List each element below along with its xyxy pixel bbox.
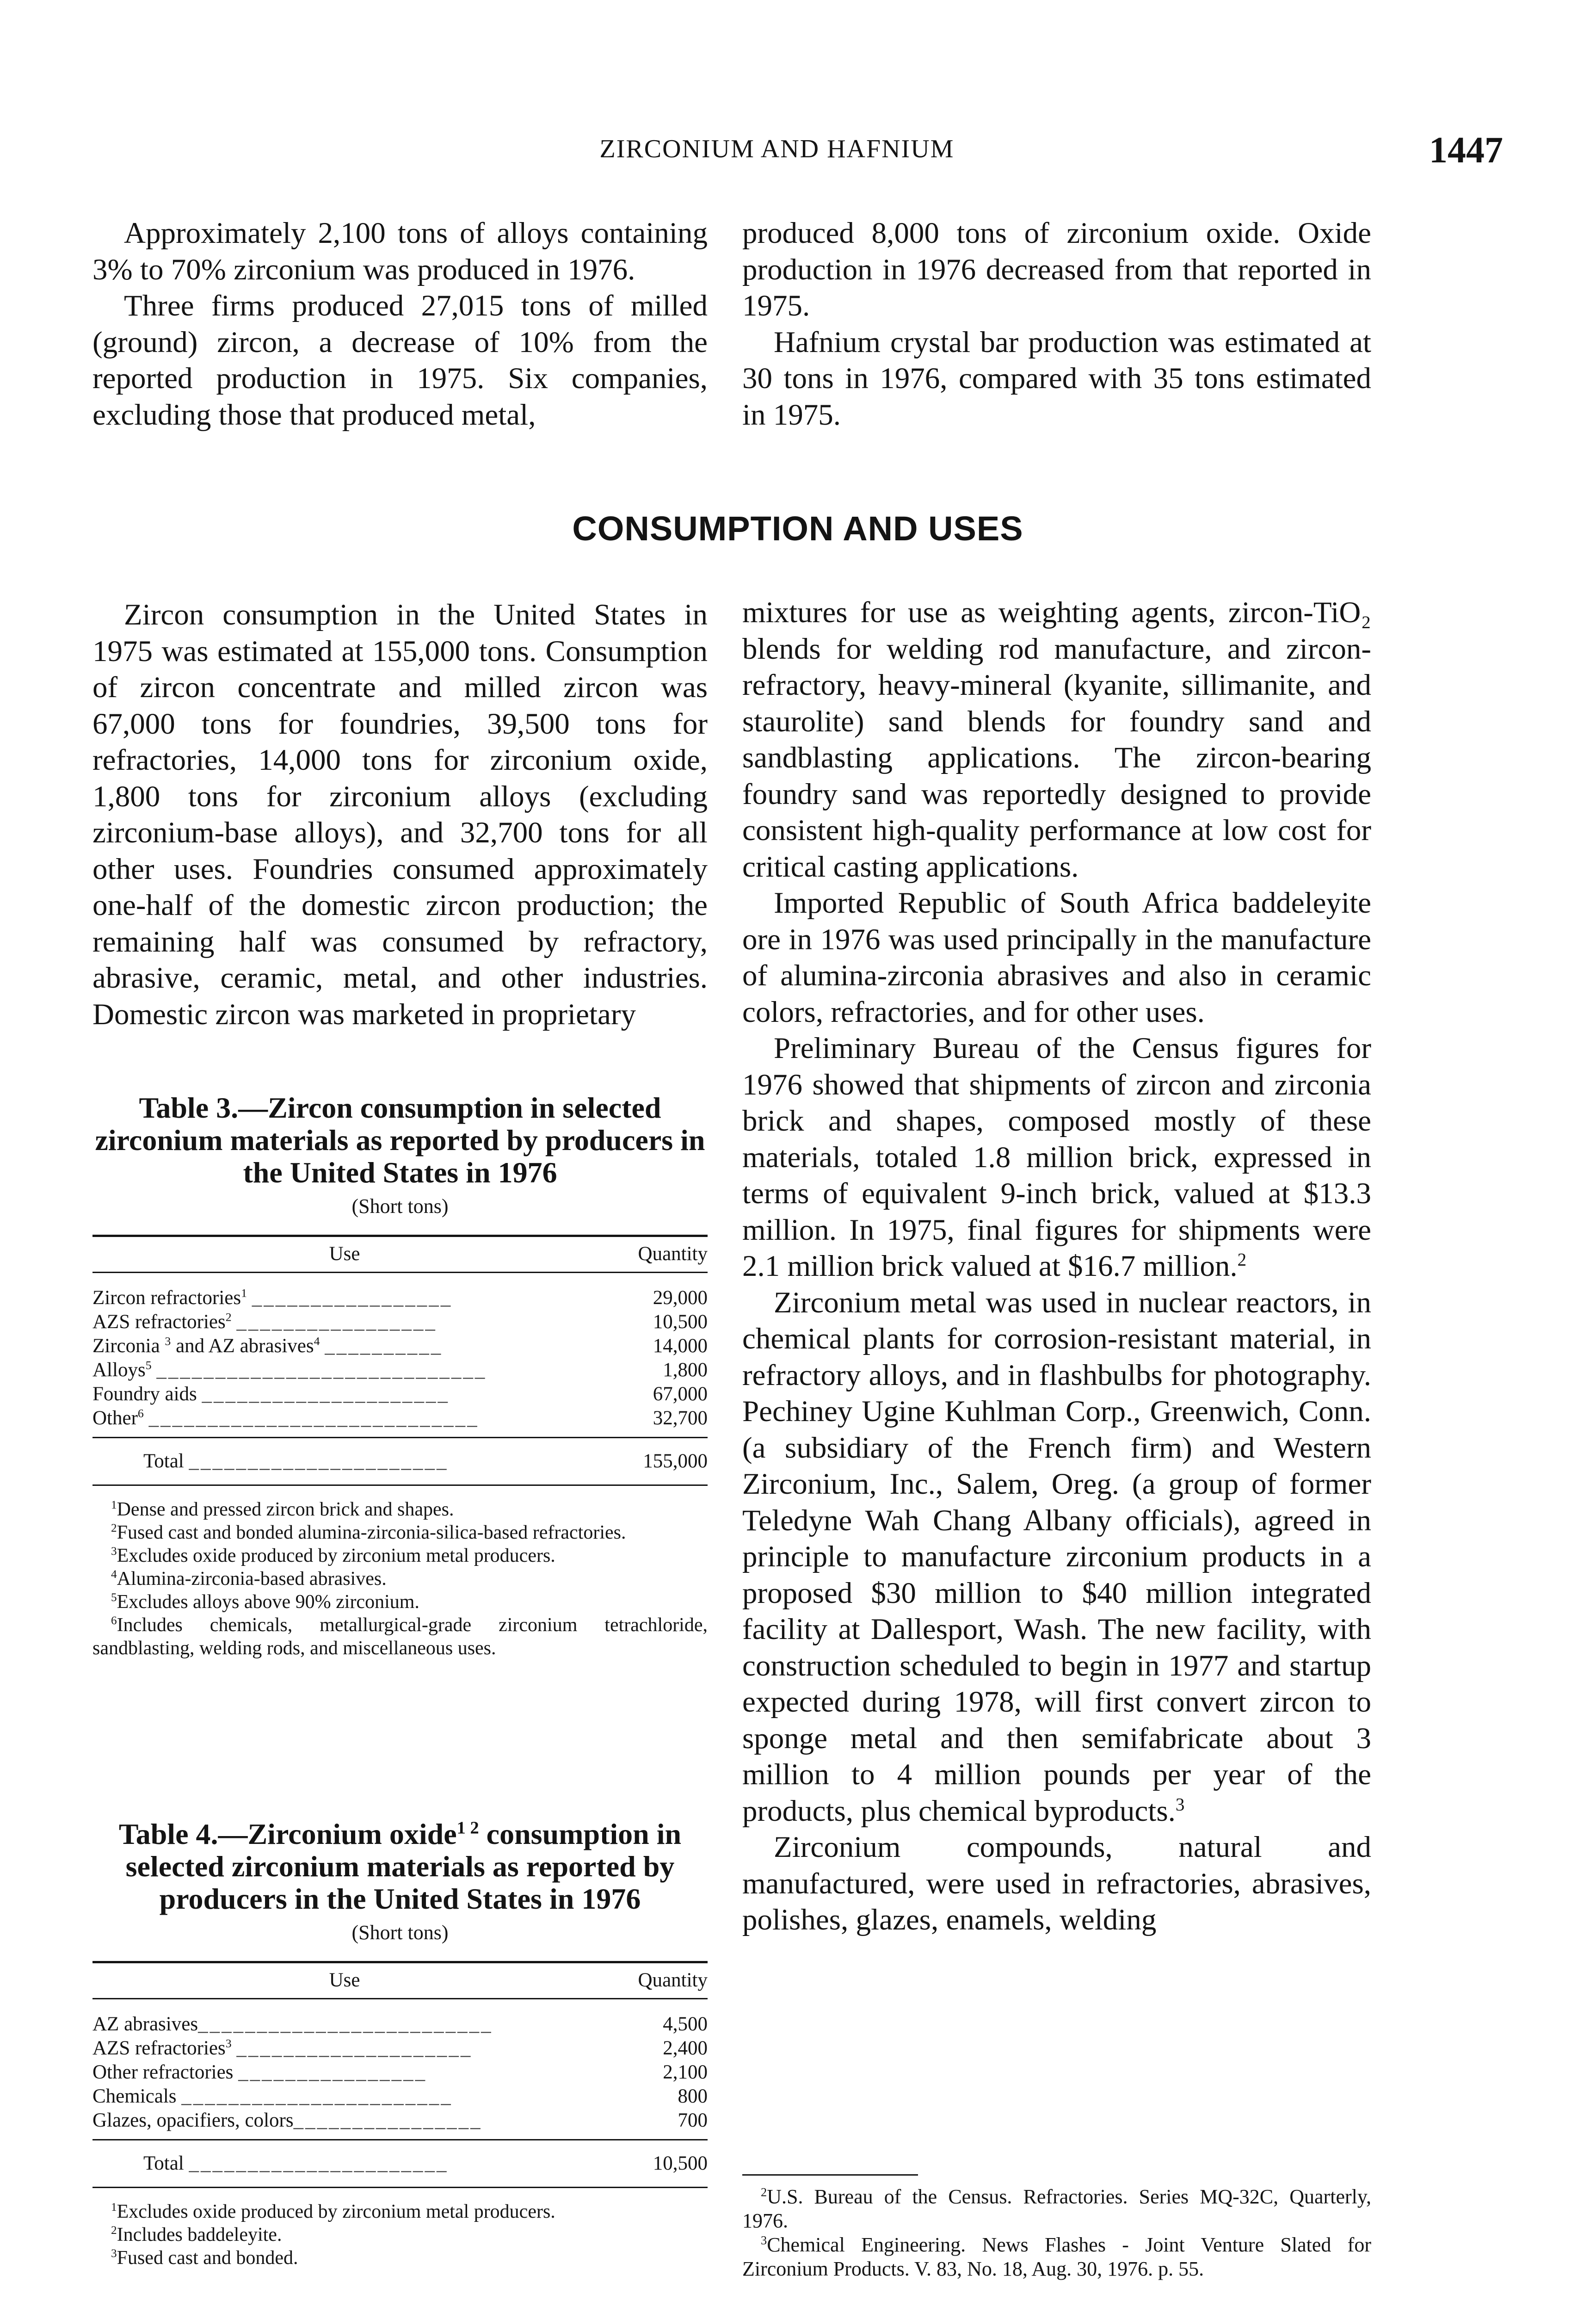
- table-4-notes: $^1$Excludes oxide produced by zirconium metal producers. $^2$Includes baddeleyite. $^3$Fused cast and bonded.: [111, 2201, 555, 2269]
- intro-left-paragraph-2: Three firms produced 27,015 tons of milled (ground) zircon, a decrease of 10% from the reported production in 1975. Six companies, excluding those that produced metal,: [92, 289, 708, 432]
- right-paragraph-1: mixtures for use as weighting agents, zircon-TiO₂ blends for welding rod manufacture, and zircon-refractory, heavy-mineral (kyanite, sillimanite, and staurolite) sand blends for foundry sand and sandblasting applications. The zircon-bearing foundry sand was reportedly designed to provide consistent high-quality performance at low cost for critical casting applications.: [742, 596, 1371, 884]
- table-3-notes: $^1$Dense and pressed zircon brick and shapes. $^2$Fused cast and bonded alumina-zirconia-silica-based refractories. $^3$Excludes oxide produced by zirconium metal producers. $^4$Alumina-zirconia-based abrasives. $^5$Excludes alloys above 90% zirconium. $^6$Includes chemicals, metallurgical-grade zirconium tetrachloride, sandblasting, welding rods, and miscellaneous uses.: [92, 1499, 708, 1659]
- footnote-3: $^3$Chemical Engineering. News Flashes - Joint Venture Slated for Zirconium Products. V. 83, No. 18, Aug. 30, 1976. p. 55.: [742, 2233, 1371, 2280]
- table-4-total: 10,500: [597, 2140, 708, 2188]
- table-4-qty: 4,500: [663, 2013, 708, 2035]
- table-3-qty: 29,000: [653, 1287, 708, 1309]
- footnote-rule: [742, 2174, 918, 2176]
- table-3-qty: 67,000: [653, 1383, 708, 1405]
- intro-right-column: [742, 215, 1371, 433]
- table-row: Zircon refractories$^1$ _________________ 29,000: [92, 1273, 708, 1311]
- table-4-title: Table 4.—Zirconium oxide$^{1 2}$ consumption in selected zirconium materials as reported by producers in the United States in 1976: [118, 1818, 682, 1915]
- table-4-total-row: Total ______________________ 10,500: [92, 2140, 708, 2188]
- running-head: ZIRCONIUM AND HAFNIUM: [599, 135, 955, 163]
- intro-right-paragraph-1: produced 8,000 tons of zirconium oxide. Oxide production in 1976 decreased from that reported in 1975.: [742, 216, 1371, 322]
- right-paragraph-2: Imported Republic of South Africa baddeleyite ore in 1976 was used principally in the manufacture of alumina-zirconia abrasives and also in ceramic colors, refractories, and for other uses.: [742, 886, 1371, 1029]
- table-3-total: 155,000: [597, 1438, 708, 1485]
- table-4-col-quantity: Quantity: [597, 1962, 708, 1999]
- table-3-col-quantity: Quantity: [597, 1236, 708, 1273]
- right-paragraph-5: Zirconium compounds, natural and manufactured, were used in refractories, abrasives, polishes, glazes, enamels, welding: [742, 1831, 1371, 1936]
- table-3-grid: [92, 1235, 708, 1486]
- table-4-qty: 700: [678, 2109, 708, 2131]
- footnote-2: $^2$U.S. Bureau of the Census. Refractories. Series MQ-32C, Quarterly, 1976.: [742, 2185, 1371, 2232]
- table-row: Zirconia $^3$ and AZ abrasives$^4$ __________ 14,000: [92, 1334, 708, 1358]
- table-3-units: (Short tons): [351, 1195, 449, 1218]
- table-row: AZ abrasives_________________________ 4,500: [92, 1999, 708, 2037]
- table-3-qty: 14,000: [653, 1335, 708, 1357]
- table-row: AZS refractories$^2$ _________________ 10,500: [92, 1310, 708, 1334]
- table-row: AZS refractories$^3$ ____________________ 2,400: [92, 2036, 708, 2060]
- right-paragraph-3: Preliminary Bureau of the Census figures for 1976 showed that shipments of zircon and zirconia brick and shapes, composed mostly of these materials, totaled 1.8 million brick, expressed in terms of equivalent 9-inch brick, valued at $13.3 million. In 1975, final figures for shipments were 2.1 million brick valued at $16.7 million.$^2$: [742, 1032, 1371, 1283]
- table-3-total-row: Total ______________________ 155,000: [92, 1438, 708, 1485]
- table-3: [92, 1092, 708, 1660]
- left-paragraph-1: Zircon consumption in the United States in 1975 was estimated at 155,000 tons. Consumption of zircon concentrate and milled zircon was 67,000 tons for foundries, 39,500 tons for refractories, 14,000 tons for zirconium oxide, 1,800 tons for zirconium alloys (excluding zirconium-base alloys), and 32,700 tons for all other uses. Foundries consumed approximately one-half of the domestic zircon production; the remaining half was consumed by refractory, abrasive, ceramic, metal, and other industries. Domestic zircon was marketed in proprietary: [92, 598, 708, 1031]
- table-row: Glazes, opacifiers, colors________________ 700: [92, 2109, 708, 2140]
- intro-left-paragraph-1: Approximately 2,100 tons of alloys containing 3% to 70% zirconium was produced in 1976.: [92, 216, 708, 286]
- table-row: Alloys$^5$ ____________________________ 1,800: [92, 1358, 708, 1382]
- footnotes: [742, 2174, 1371, 2281]
- table-4-qty: 800: [678, 2085, 708, 2107]
- table-4-units: (Short tons): [351, 1921, 449, 1944]
- table-3-qty: 1,800: [663, 1359, 708, 1381]
- left-column: [92, 597, 708, 1033]
- table-3-col-use: Use: [92, 1236, 597, 1273]
- table-row: Chemicals _______________________ 800: [92, 2084, 708, 2109]
- table-3-qty: 10,500: [653, 1311, 708, 1333]
- table-3-title: Table 3.—Zircon consumption in selected zirconium materials as reported by producers in the United States in 1976: [95, 1091, 705, 1189]
- right-paragraph-4: Zirconium metal was used in nuclear reactors, in chemical plants for corrosion-resistant material, in refractory alloys, and in flashbulbs for photography. Pechiney Ugine Kuhlman Corp., Greenwich, Conn. (a subsidiary of the French firm) and Western Zirconium, Inc., Salem, Oreg. (a group of former Teledyne Wah Chang Albany officials), agreed in principle to manufacture zirconium products in a proposed $30 million to $40 million integrated facility at Dallesport, Wash. The new facility, with construction scheduled to begin in 1977 and startup expected during 1978, will first convert zircon to sponge metal and then semifabricate about 3 million to 4 million pounds per year of the products, plus chemical byproducts.$^3$: [742, 1286, 1371, 1828]
- table-row: Other$^6$ ____________________________ 32,700: [92, 1406, 708, 1438]
- intro-right-paragraph-2: Hafnium crystal bar production was estimated at 30 tons in 1976, compared with 35 tons estimated in 1975.: [742, 325, 1371, 432]
- page-number: 1447: [1429, 130, 1503, 171]
- section-heading: CONSUMPTION AND USES: [572, 509, 1023, 548]
- table-row: Other refractories ________________ 2,100: [92, 2060, 708, 2084]
- table-row: Foundry aids _____________________ 67,000: [92, 1382, 708, 1406]
- right-column: [742, 594, 1371, 1938]
- intro-left-column: [92, 215, 708, 433]
- table-4: [92, 1818, 708, 2270]
- table-4-col-use: Use: [92, 1962, 597, 1999]
- table-3-qty: 32,700: [653, 1407, 708, 1429]
- table-4-qty: 2,400: [663, 2037, 708, 2059]
- table-4-qty: 2,100: [663, 2061, 708, 2083]
- table-4-grid: [92, 1961, 708, 2188]
